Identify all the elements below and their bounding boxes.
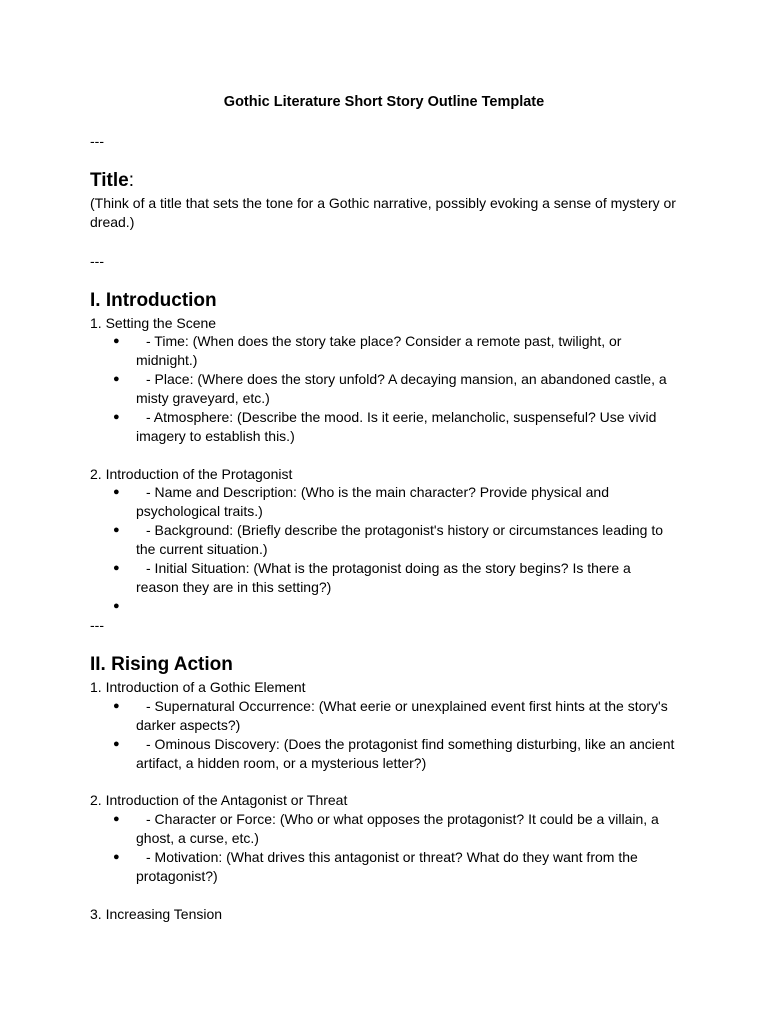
separator: --- [90, 253, 104, 269]
list-item-text: - Initial Situation: (What is the protagonist doing as the story begins? Is there a reason they are in this setting?) [136, 560, 631, 595]
setting-scene-label: 1. Setting the Scene [90, 315, 217, 331]
list-item-text: - Place: (Where does the story unfold? A decaying mansion, an abandoned castle, a misty graveyard, etc.) [136, 371, 667, 406]
list-item-text [136, 598, 146, 614]
list-item [90, 810, 676, 848]
protagonist-label: 2. Introduction of the Protagonist [90, 466, 293, 482]
list-item [90, 735, 676, 773]
title-colon: : [128, 170, 134, 191]
bullet-icon: ● [113, 486, 120, 498]
title-section-heading [90, 169, 680, 193]
list-item-text: - Motivation: (What drives this antagonist or threat? What do they want from the protagonist?) [136, 849, 638, 884]
separator: --- [90, 133, 104, 149]
bullet-icon: ● [113, 562, 120, 574]
bullet-icon: ● [113, 411, 120, 423]
separator: --- [90, 617, 104, 633]
setting-scene-list [90, 332, 680, 446]
list-item [90, 848, 676, 886]
list-item [90, 332, 676, 370]
antagonist-label: 2. Introduction of the Antagonist or Threat [90, 792, 348, 808]
introduction-heading: I. Introduction [90, 290, 217, 311]
list-item-text: - Atmosphere: (Describe the mood. Is it eerie, melancholic, suspenseful? Use vivid imagery to establish this.) [136, 409, 657, 444]
document-heading: Gothic Literature Short Story Outline Template [223, 94, 545, 110]
gothic-element-list [90, 697, 680, 773]
list-item-text: - Ominous Discovery: (Does the protagonist find something disturbing, like an ancient artifact, a hidden room, or a mysterious letter?) [136, 736, 675, 771]
list-item-text: - Background: (Briefly describe the protagonist's history or circumstances leading to the current situation.) [136, 522, 664, 557]
list-item [90, 370, 676, 408]
list-item-text: - Time: (When does the story take place? Consider a remote past, twilight, or midnight.) [136, 333, 622, 368]
bullet-icon: ● [113, 600, 120, 612]
list-item-text: - Name and Description: (Who is the main character? Provide physical and psychological traits.) [136, 484, 609, 519]
list-item [90, 559, 676, 597]
list-item [90, 521, 676, 559]
protagonist-list [90, 483, 680, 616]
list-item [90, 697, 676, 735]
list-item [90, 483, 676, 521]
bullet-icon: ● [113, 524, 120, 536]
list-item [90, 408, 676, 446]
title-description: (Think of a title that sets the tone for a Gothic narrative, possibly evoking a sense of mystery or dread.) [90, 195, 676, 230]
increasing-tension-label: 3. Increasing Tension [90, 906, 223, 922]
antagonist-list [90, 810, 680, 886]
bullet-icon: ● [113, 700, 120, 712]
bullet-icon: ● [113, 335, 120, 347]
bullet-icon: ● [113, 813, 120, 825]
title-label: Title [90, 170, 129, 191]
gothic-element-label: 1. Introduction of a Gothic Element [90, 679, 306, 695]
bullet-icon: ● [113, 738, 120, 750]
bullet-icon: ● [113, 373, 120, 385]
list-item [90, 597, 676, 616]
rising-action-heading: II. Rising Action [90, 654, 233, 675]
list-item-text: - Supernatural Occurrence: (What eerie or unexplained event first hints at the story's darker aspects?) [136, 698, 668, 733]
bullet-icon: ● [113, 851, 120, 863]
list-item-text: - Character or Force: (Who or what opposes the protagonist? It could be a villain, a ghost, a curse, etc.) [136, 811, 659, 846]
